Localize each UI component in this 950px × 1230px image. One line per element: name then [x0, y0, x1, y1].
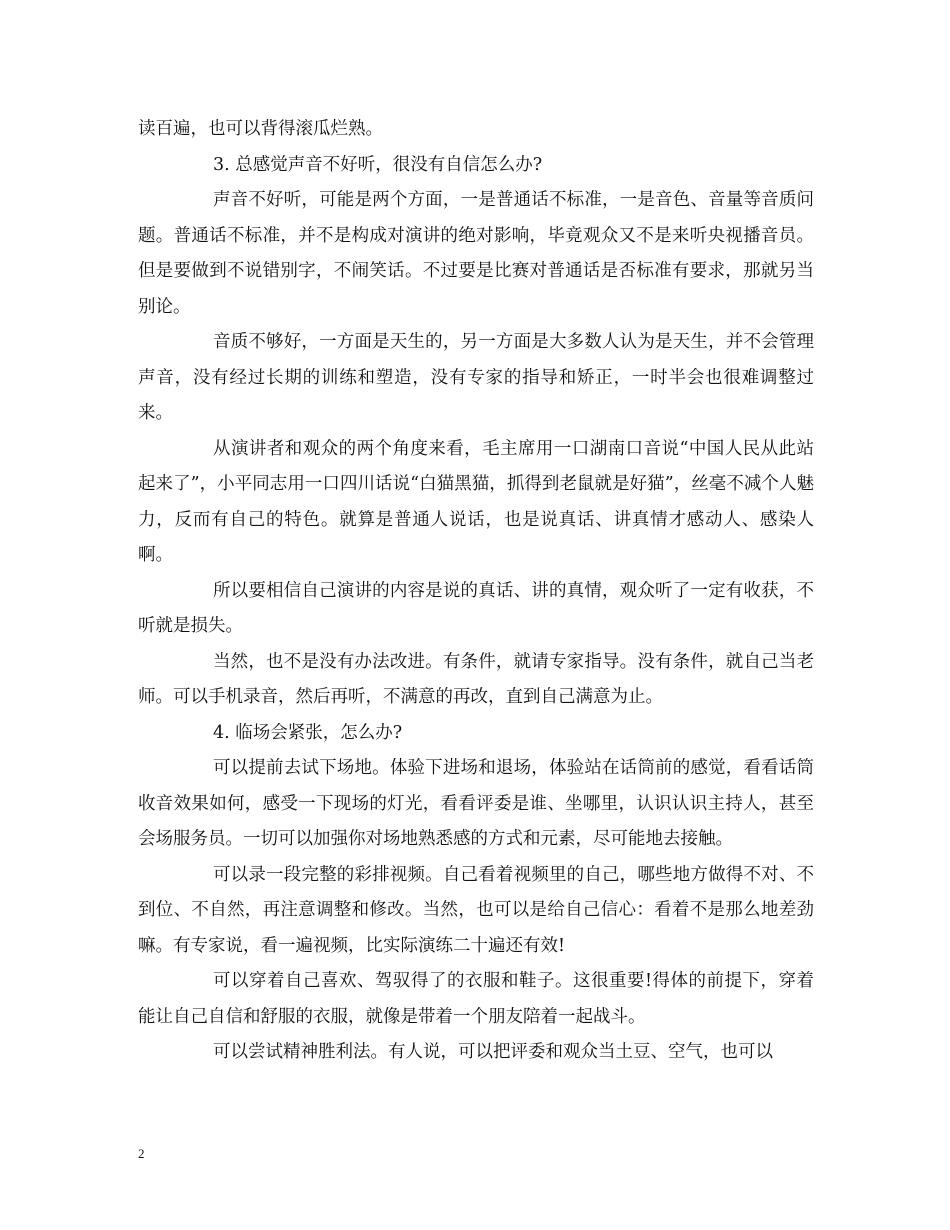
section-heading: 3. 总感觉声音不好听，很没有自信怎么办?: [213, 154, 543, 175]
paragraph: 当然，也不是没有办法改进。有条件，就请专家指导。没有条件，就自己当老师。可以手机录音，然后再听，不满意的再改，直到自己满意为止。: [138, 651, 814, 707]
paragraph: 可以提前去试下场地。体验下进场和退场，体验站在话筒前的感觉，看看话筒收音效果如何，感受一下现场的灯光，看看评委是谁、坐哪里，认识认识主持人，甚至会场服务员。一切可以加强你对场地熟悉感的方式和元素，尽可能地去接触。: [138, 758, 814, 849]
paragraph: 可以尝试精神胜利法。有人说，可以把评委和观众当土豆、空气，也可以: [213, 1042, 773, 1062]
document-body: [138, 112, 814, 1071]
paragraph: 所以要相信自己演讲的内容是说的真话、讲的真情，观众听了一定有收获，不听就是损失。: [138, 580, 814, 636]
paragraph: 可以穿着自己喜欢、驾驭得了的衣服和鞋子。这很重要!得体的前提下，穿着能让自己自信和舒服的衣服，就像是带着一个朋友陪着一起战斗。: [138, 971, 814, 1027]
paragraph: 音质不够好，一方面是天生的，另一方面是大多数人认为是天生，并不会管理声音，没有经过长期的训练和塑造，没有专家的指导和矫正，一时半会也很难调整过来。: [138, 332, 814, 423]
paragraph: 声音不好听，可能是两个方面，一是普通话不标准，一是音色、音量等音质问题。普通话不标准，并不是构成对演讲的绝对影响，毕竟观众又不是来听央视播音员。但是要做到不说错别字，不闹笑话。不过要是比赛对普通话是否标准有要求，那就另当别论。: [138, 190, 814, 317]
paragraph: 可以录一段完整的彩排视频。自己看着视频里的自己，哪些地方做得不对、不到位、不自然，再注意调整和修改。当然，也可以是给自己信心：看着不是那么地差劲嘛。有专家说，看一遍视频，比实际演练二十遍还有效!: [138, 864, 814, 956]
section-heading: 4. 临场会紧张，怎么办?: [213, 722, 403, 743]
page-number: 2: [138, 1146, 145, 1161]
paragraph: 从演讲者和观众的两个角度来看，毛主席用一口湖南口音说“中国人民从此站起来了”，小平同志用一口四川话说“白猫黑猫，抓得到老鼠就是好猫”，丝毫不减个人魅力，反而有自己的特色。就算是普通人说话，也是说真话、讲真情才感动人、感染人啊。: [138, 438, 814, 565]
paragraph: 读百遍，也可以背得滚瓜烂熟。: [138, 119, 383, 139]
